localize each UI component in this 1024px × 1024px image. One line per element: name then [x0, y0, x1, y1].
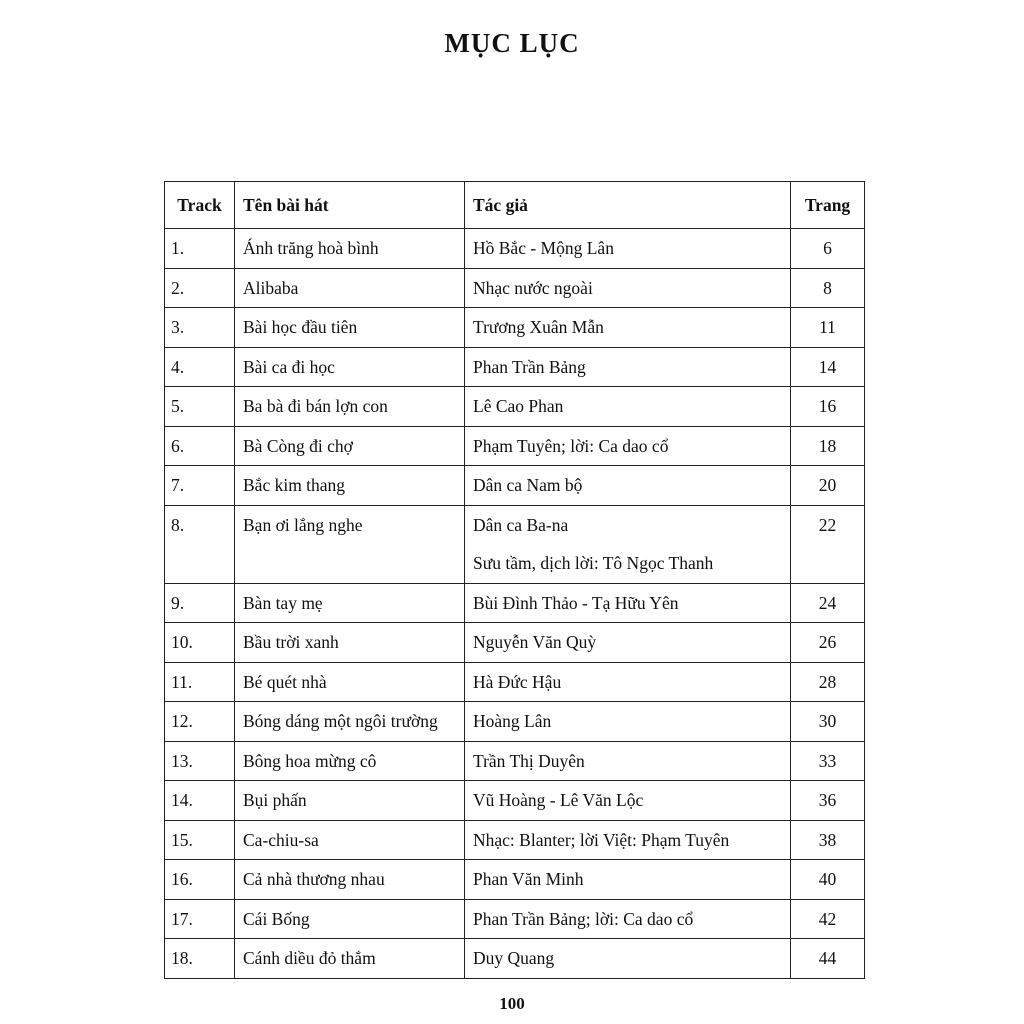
song-title: Bóng dáng một ngôi trường	[235, 702, 465, 742]
author-cell	[465, 466, 791, 506]
author-name: Dân ca Nam bộ	[473, 475, 583, 495]
page-ref: 28	[791, 662, 865, 702]
author-cell	[465, 820, 791, 860]
track-number: 5.	[165, 387, 235, 427]
author-name: Nhạc nước ngoài	[473, 277, 593, 298]
track-number: 2.	[165, 268, 235, 308]
author-name: Dân ca Ba-na	[473, 514, 569, 535]
song-title: Bắc kim thang	[235, 466, 465, 506]
table-row	[165, 662, 865, 702]
track-number: 16.	[165, 860, 235, 900]
author-cell	[465, 623, 791, 663]
table-row	[165, 939, 865, 979]
page-ref: 36	[791, 781, 865, 821]
table-row	[165, 426, 865, 466]
table-of-contents	[164, 181, 865, 979]
page-ref: 44	[791, 939, 865, 979]
song-title: Alibaba	[235, 268, 465, 308]
author-name: Trương Xuân Mẫn	[473, 317, 604, 337]
table-row	[165, 860, 865, 900]
track-number: 11.	[165, 662, 235, 702]
header-track: Track	[165, 182, 235, 229]
song-title: Bông hoa mừng cô	[235, 741, 465, 781]
table-header-row	[165, 182, 865, 229]
song-title: Cái Bống	[235, 899, 465, 939]
table-row	[165, 623, 865, 663]
author-cell	[465, 741, 791, 781]
track-number: 1.	[165, 229, 235, 269]
track-number: 17.	[165, 899, 235, 939]
page-ref: 18	[791, 426, 865, 466]
author-cell	[465, 939, 791, 979]
page-ref: 22	[791, 505, 865, 583]
table-row	[165, 702, 865, 742]
author-name: Phan Trần Bảng; lời: Ca dao cổ	[473, 908, 694, 929]
author-name: Bùi Đình Thảo - Tạ Hữu Yên	[473, 592, 679, 613]
table-row	[165, 781, 865, 821]
author-name: Lê Cao Phan	[473, 396, 564, 416]
author-cell	[465, 702, 791, 742]
track-number: 13.	[165, 741, 235, 781]
page-ref: 26	[791, 623, 865, 663]
author-name: Hoàng Lân	[473, 711, 552, 731]
song-title: Bài học đầu tiên	[235, 308, 465, 348]
song-title: Bà Còng đi chợ	[235, 426, 465, 466]
header-author: Tác giả	[465, 182, 791, 229]
song-title: Bạn ơi lắng nghe	[235, 505, 465, 583]
author-cell	[465, 229, 791, 269]
header-page: Trang	[791, 182, 865, 229]
author-cell	[465, 899, 791, 939]
table-row	[165, 387, 865, 427]
table-row	[165, 741, 865, 781]
track-number: 14.	[165, 781, 235, 821]
table-row	[165, 229, 865, 269]
author-cell	[465, 347, 791, 387]
page-title: MỤC LỤC	[444, 28, 580, 58]
author-cell	[465, 308, 791, 348]
song-title: Ánh trăng hoà bình	[235, 229, 465, 269]
page-ref: 42	[791, 899, 865, 939]
song-title: Bé quét nhà	[235, 662, 465, 702]
author-cell	[465, 426, 791, 466]
author-cell	[465, 387, 791, 427]
table-row	[165, 505, 865, 583]
page-number: 100	[499, 994, 525, 1013]
song-title: Bài ca đi học	[235, 347, 465, 387]
table-row	[165, 268, 865, 308]
header-song-title: Tên bài hát	[235, 182, 465, 229]
table-row	[165, 466, 865, 506]
track-number: 9.	[165, 583, 235, 623]
author-cell	[465, 860, 791, 900]
song-title: Ca-chiu-sa	[235, 820, 465, 860]
author-name: Nguyễn Văn Quỳ	[473, 632, 597, 652]
author-name: Nhạc: Blanter; lời Việt: Phạm Tuyên	[473, 829, 730, 850]
track-number: 18.	[165, 939, 235, 979]
page-ref: 40	[791, 860, 865, 900]
page-ref: 16	[791, 387, 865, 427]
author-name: Vũ Hoàng - Lê Văn Lộc	[473, 790, 644, 810]
author-cell	[465, 505, 791, 583]
track-number: 10.	[165, 623, 235, 663]
author-name: Sưu tầm, dịch lời: Tô Ngọc Thanh	[473, 553, 714, 573]
author-name: Phạm Tuyên; lời: Ca dao cổ	[473, 435, 669, 456]
table-row	[165, 347, 865, 387]
author-name: Hồ Bắc - Mộng Lân	[473, 238, 614, 258]
song-title: Ba bà đi bán lợn con	[235, 387, 465, 427]
track-number: 3.	[165, 308, 235, 348]
table-row	[165, 899, 865, 939]
page-ref: 38	[791, 820, 865, 860]
table-body	[165, 229, 865, 979]
author-cell	[465, 583, 791, 623]
page-ref: 14	[791, 347, 865, 387]
author-cell	[465, 662, 791, 702]
author-cell	[465, 268, 791, 308]
author-name: Hà Đức Hậu	[473, 671, 562, 692]
song-title: Cánh diều đỏ thắm	[235, 939, 465, 979]
table-row	[165, 820, 865, 860]
page-ref: 8	[791, 268, 865, 308]
track-number: 6.	[165, 426, 235, 466]
page-ref: 11	[791, 308, 865, 348]
track-number: 7.	[165, 466, 235, 506]
author-cell	[465, 781, 791, 821]
track-number: 4.	[165, 347, 235, 387]
page-ref: 30	[791, 702, 865, 742]
song-title: Cả nhà thương nhau	[235, 860, 465, 900]
page-ref: 6	[791, 229, 865, 269]
table-row	[165, 308, 865, 348]
author-name: Phan Trần Bảng	[473, 356, 586, 377]
track-number: 8.	[165, 505, 235, 583]
song-title: Bụi phấn	[235, 781, 465, 821]
page-ref: 33	[791, 741, 865, 781]
track-number: 15.	[165, 820, 235, 860]
author-name: Trần Thị Duyên	[473, 750, 585, 771]
author-name: Phan Văn Minh	[473, 869, 584, 889]
author-name: Duy Quang	[473, 948, 555, 968]
track-number: 12.	[165, 702, 235, 742]
page-ref: 20	[791, 466, 865, 506]
table-row	[165, 583, 865, 623]
song-title: Bàn tay mẹ	[235, 583, 465, 623]
song-title: Bầu trời xanh	[235, 623, 465, 663]
page-ref: 24	[791, 583, 865, 623]
